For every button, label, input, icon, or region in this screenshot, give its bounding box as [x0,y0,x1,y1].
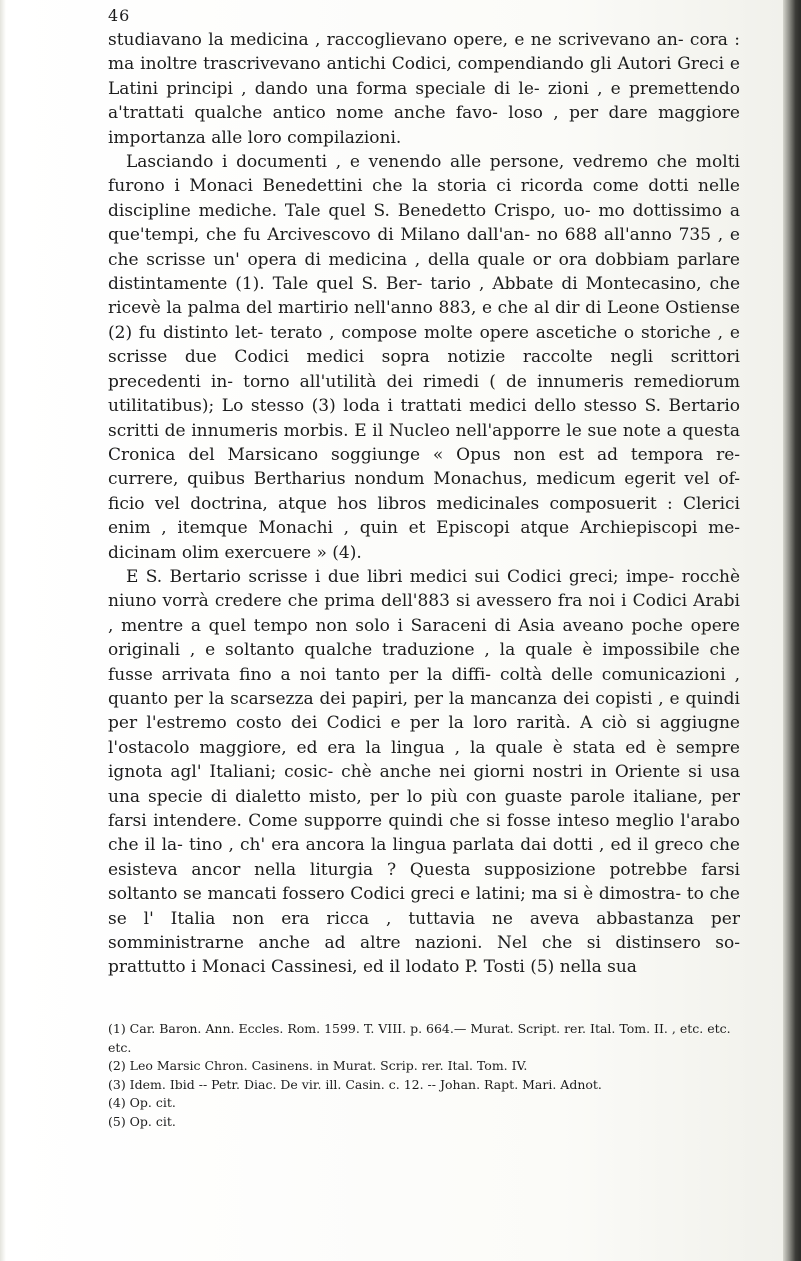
footnote-1: (1) Car. Baron. Ann. Eccles. Rom. 1599. T. VIII. p. 664.— Murat. Script. rer. Ital. Tom. II. , etc. etc. etc. [108,1021,731,1055]
footnote-5: (5) Op. cit. [108,1113,176,1129]
binding-shadow [783,0,801,1261]
footnote-2: (2) Leo Marsic Chron. Casinens. in Murat. Scrip. rer. Ital. Tom. IV. [108,1058,528,1073]
body-text [108,28,740,980]
paragraph-1: studiavano la medicina , raccoglievano opere, e ne scrivevano an- cora : ma inoltre trascrivevano antichi Codici, compendiando gli Autori Greci e Latini principi , dando una forma speciale di le- zioni , e premettendo a'trattati qualche antico nome anche favo- loso , per dare maggiore importanza alle loro compilazioni. [108,30,740,148]
footnotes [108,1020,748,1131]
page-left-margin-shadow [0,0,6,1261]
page-number: 46 [108,6,131,25]
footnote-4: (4) Op. cit. [108,1095,176,1110]
paragraph-2: Lasciando i documenti , e venendo alle persone, vedremo che molti furono i Monaci Benedettini che la storia ci ricorda come dotti nelle discipline mediche. Tale quel S. Benedetto Crispo, uo- mo dottissimo a que'tempi, che fu Arcivescovo di Milano dall'an- no 688 all'anno 735 , e che scrisse un' opera di medicina , della quale or ora dobbiam parlare distintamente (1). Tale quel S. Ber- tario , Abbate di Montecasino, che ricevè la palma del martirio nell'anno 883, e che al dir di Leone Ostiense (2) fu distinto let- terato , compose molte opere ascetiche o storiche , e scrisse due Codici medici sopra notizie raccolte negli scrittori precedenti in- torno all'utilità dei rimedi ( de innumeris remediorum utilitatibus); Lo stesso (3) loda i trattati medici dello stesso S. Bertario scritti de innumeris morbis. E il Nucleo nell'apporre le sue note a questa Cronica del Marsicano soggiunge « Opus non est ad tempora re- currere, quibus Bertharius nondum Monachus, medicum egerit vel of- ficio vel doctrina, atque hos libros medicinales composuerit : Clerici enim , itemque Monachi , quin et Episcopi atque Archiepiscopi me- dicinam olim exercuere » (4). [108,152,740,563]
footnote-3: (3) Idem. Ibid -- Petr. Diac. De vir. ill. Casin. c. 12. -- Johan. Rapt. Mari. Adnot. [108,1076,602,1092]
paragraph-3: E S. Bertario scrisse i due libri medici sui Codici greci; impe- rocchè niuno vorrà credere che prima dell'883 si avessero fra noi i Codici Arabi , mentre a quel tempo non solo i Saraceni di Asia aveano poche opere originali , e soltanto qualche traduzione , la quale è impossibile che fusse arrivata fino a noi tanto per la diffi- coltà delle comunicazioni , quanto per la scarsezza dei papiri, per la mancanza dei copisti , e quindi per l'estremo costo dei Codici e per la loro rarità. A ciò si aggiugne l'ostacolo maggiore, ed era la lingua , la quale è stata ed è sempre ignota agl' Italiani; cosic- chè anche nei giorni nostri in Oriente si usa una specie di dialetto misto, per lo più con guaste parole italiane, per farsi intendere. Come supporre quindi che si fosse inteso meglio l'arabo che il la- tino , ch' era ancora la lingua parlata dai dotti , ed il greco che esisteva ancor nella liturgia ? Questa supposizione potrebbe farsi soltanto se mancati fossero Codici greci e latini; ma si è dimostra- to che se l' Italia non era ricca , tuttavia ne aveva abbastanza per somministrarne anche ad altre nazioni. Nel che si distinsero so- prattutto i Monaci Cassinesi, ed il lodato P. Tosti (5) nella sua [108,566,740,978]
